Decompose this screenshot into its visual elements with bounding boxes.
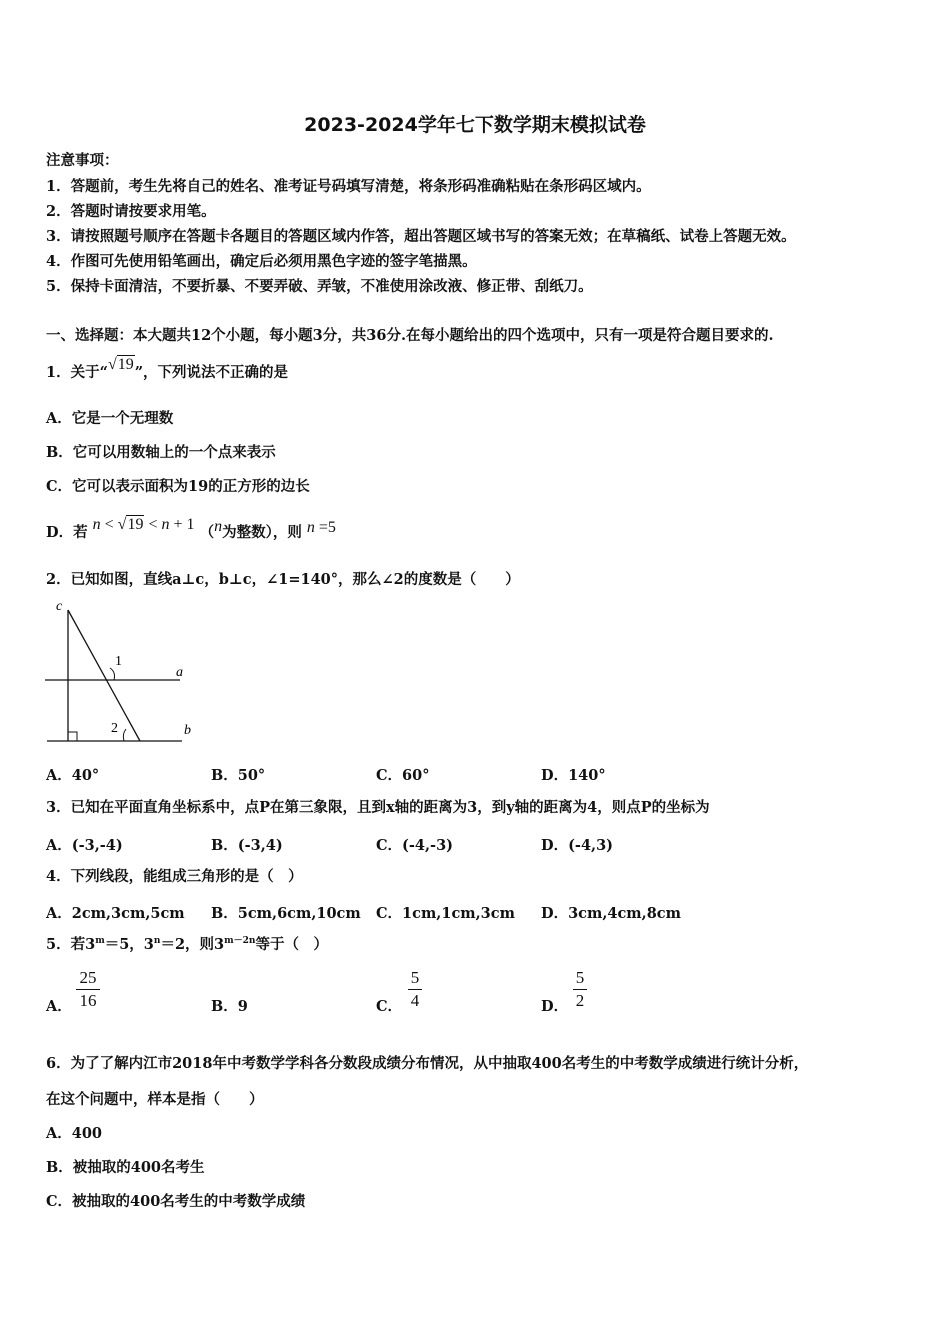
q5-option-c-fraction [408,968,422,1011]
label-angle-1: 1 [115,654,122,669]
q4-option-d: D．3cm,4cm,8cm [541,905,681,922]
q5-option-d-fraction [573,968,587,1011]
notice-heading: 注意事项： [46,152,119,169]
label-a: a [176,665,183,680]
var-n: n [92,516,101,533]
question-6-line-1: 6．为了了解内江市2018年中考数学学科各分数段成绩分布情况，从中抽取400名考生的中考数学成绩进行统计分析， [46,1055,809,1072]
frac-a-numerator: 25 [79,968,97,987]
question-6-line-2: 在这个问题中，样本是指（ ） [46,1091,264,1108]
q1-option-a: A．它是一个无理数 [46,410,174,427]
angle-2-arc [123,729,126,741]
q1-radicand: 19 [117,356,134,373]
q5-option-c-label: C． [376,998,403,1015]
q3-option-a: A．(-3,-4) [46,837,123,854]
frac-d-denominator: 2 [575,991,585,1010]
q6-option-b: B．被抽取的400名考生 [46,1159,205,1176]
eq-five: =5 [314,519,336,536]
frac-a-denominator: 16 [79,991,97,1010]
label-angle-2: 2 [111,721,118,736]
q1-option-c: C．它可以表示面积为19的正方形的边长 [46,478,310,495]
right-angle-mark [68,732,77,741]
lt-sign-2: < [144,516,162,533]
q4-option-a: A．2cm,3cm,5cm [46,905,185,922]
q5-exp-m: m [95,936,105,946]
plus-one: + 1 [169,516,195,533]
q6-option-a: A．400 [46,1125,103,1142]
q4-option-b: B．5cm,6cm,10cm [211,905,361,922]
q3-option-d: D．(-4,3) [541,837,614,854]
q1-d-note: 为整数），则 [222,524,302,541]
frac-d-numerator: 5 [575,968,585,987]
q2-option-c: C．60° [376,767,430,784]
label-b: b [184,723,191,738]
page-title: 2023-2024学年七下数学期末模拟试卷 [304,114,646,136]
q5-part-3: ＝2，则3 [160,936,225,953]
q3-option-c: C．(-4,-3) [376,837,454,854]
section-heading: 一、选择题：本大题共12个小题，每小题3分，共36分.在每小题给出的四个选项中，只有一项是符合题目要求的. [46,327,774,344]
q5-option-b: B．9 [211,998,248,1015]
q5-exp-m-2n: m－2n [224,936,256,946]
q5-part-2: ＝5，3 [104,936,154,953]
transversal [68,610,140,741]
question-5 [46,936,328,954]
notice-item-4: 4．作图可先使用铅笔画出，确定后必须用黑色字迹的签字笔描黑。 [46,253,477,270]
q1-d-radicand: 19 [127,516,144,533]
question-1 [46,356,289,382]
frac-d-bar [573,989,587,990]
q1-option-b: B．它可以用数轴上的一个点来表示 [46,444,276,461]
sqrt-19: √19 [107,356,134,373]
notice-item-3: 3．请按照题号顺序在答题卡各题目的答题区域内作答，超出答题区域书写的答案无效；在草稿纸、试卷上答题无效。 [46,228,796,245]
var-n-3: n [214,518,223,535]
q4-option-c: C．1cm,1cm,3cm [376,905,515,922]
notice-item-2: 2．答题时请按要求用笔。 [46,203,216,220]
q1-option-d [46,516,336,542]
q5-option-d-label: D． [541,998,569,1015]
sqrt-19-d: √19 [117,516,144,533]
q5-part-4: 等于（ ） [255,936,328,953]
q2-option-d: D．140° [541,767,606,784]
q2-figure [42,598,202,748]
var-n-2: n [161,516,170,533]
q5-option-a-label: A． [46,998,72,1015]
q1-prefix: 1．关于“ [46,364,108,381]
q1-d-paren: （ [199,524,215,541]
frac-a-bar [76,989,100,990]
q5-option-a-fraction [76,968,100,1011]
notice-item-1: 1．答题前，考生先将自己的姓名、准考证号码填写清楚，将条形码准确粘贴在条形码区域内。 [46,178,651,195]
q1-d-prefix: D．若 [46,524,88,541]
var-n-4: n [306,519,315,536]
frac-c-numerator: 5 [410,968,420,987]
q2-option-a: A．40° [46,767,100,784]
lt-sign: < [100,516,118,533]
q2-option-b: B．50° [211,767,266,784]
frac-c-bar [408,989,422,990]
notice-item-5: 5．保持卡面清洁，不要折暴、不要弄破、弄皱，不准使用涂改液、修正带、刮纸刀。 [46,278,593,295]
q3-option-b: B．(-3,4) [211,837,283,854]
question-4: 4．下列线段，能组成三角形的是（ ） [46,868,303,885]
q6-option-c: C．被抽取的400名考生的中考数学成绩 [46,1193,306,1210]
angle-1-arc [110,668,115,680]
question-3: 3．已知在平面直角坐标系中，点P在第三象限，且到x轴的距离为3，到y轴的距离为4，则点P的坐标为 [46,799,710,816]
q5-part-1: 5．若3 [46,936,96,953]
q1-d-inequality [93,516,195,533]
question-2: 2．已知如图，直线a⊥c，b⊥c，∠1=140°，那么∠2的度数是（ ） [46,571,520,588]
label-c: c [56,599,63,614]
q1-suffix: ”，下列说法不正确的是 [134,364,289,381]
frac-c-denominator: 4 [410,991,420,1010]
q5-exp-n: n [153,936,161,946]
